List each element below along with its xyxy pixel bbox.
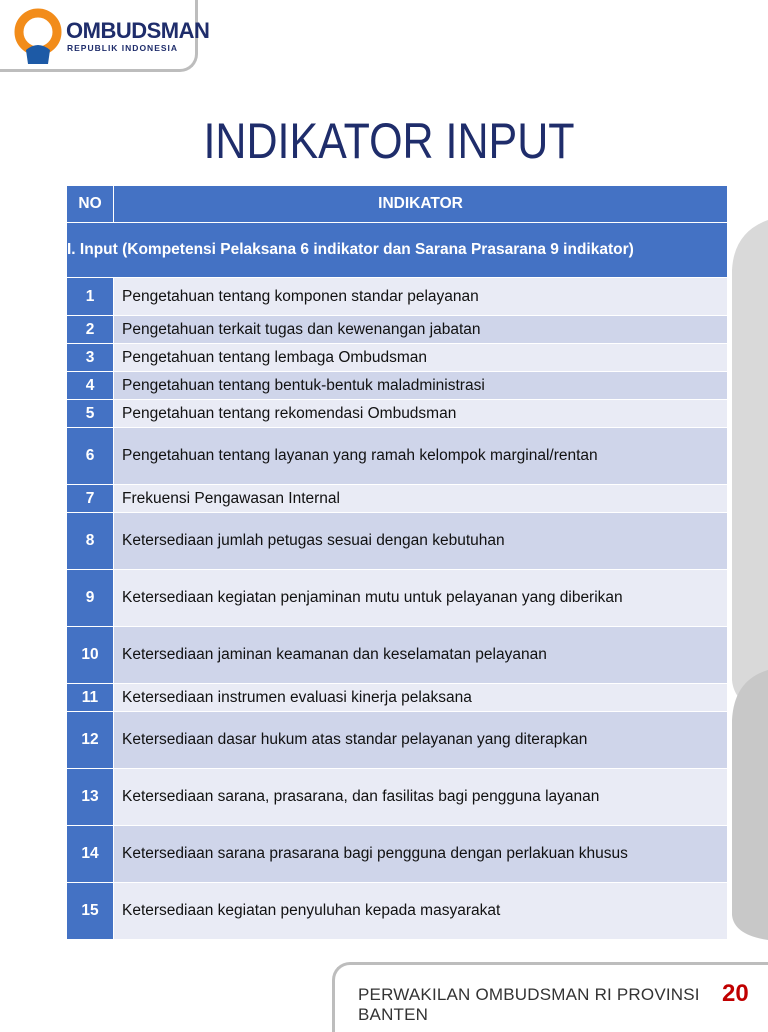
table-row	[67, 826, 728, 883]
row-indicator: Pengetahuan tentang rekomendasi Ombudsman	[114, 400, 728, 428]
row-indicator: Pengetahuan tentang layanan yang ramah kelompok marginal/rentan	[114, 428, 728, 485]
row-number: 13	[67, 769, 114, 826]
row-number: 5	[67, 400, 114, 428]
row-indicator: Pengetahuan tentang lembaga Ombudsman	[114, 344, 728, 372]
row-indicator: Pengetahuan tentang komponen standar pelayanan	[114, 278, 728, 316]
ombudsman-logo-icon	[12, 6, 64, 66]
table-row	[67, 883, 728, 940]
table-row	[67, 712, 728, 769]
table-row	[67, 316, 728, 344]
table-row	[67, 428, 728, 485]
row-indicator: Ketersediaan sarana prasarana bagi pengguna dengan perlakuan khusus	[114, 826, 728, 883]
table-row	[67, 513, 728, 570]
row-indicator: Ketersediaan jumlah petugas sesuai dengan kebutuhan	[114, 513, 728, 570]
row-indicator: Ketersediaan dasar hukum atas standar pelayanan yang diterapkan	[114, 712, 728, 769]
logo-name: OMBUDSMAN	[66, 18, 210, 43]
header-no: NO	[67, 186, 114, 223]
table-row	[67, 400, 728, 428]
row-indicator: Ketersediaan kegiatan penjaminan mutu untuk pelayanan yang diberikan	[114, 570, 728, 627]
row-number: 6	[67, 428, 114, 485]
header-indicator: INDIKATOR	[114, 186, 728, 223]
table-row	[67, 344, 728, 372]
table-row	[67, 684, 728, 712]
table-row	[67, 769, 728, 826]
row-number: 15	[67, 883, 114, 940]
table-row	[67, 485, 728, 513]
row-number: 14	[67, 826, 114, 883]
row-indicator: Ketersediaan jaminan keamanan dan keselamatan pelayanan	[114, 627, 728, 684]
row-indicator: Ketersediaan sarana, prasarana, dan fasilitas bagi pengguna layanan	[114, 769, 728, 826]
table-row	[67, 278, 728, 316]
logo-subtitle: REPUBLIK INDONESIA	[67, 43, 179, 53]
row-number: 8	[67, 513, 114, 570]
row-number: 9	[67, 570, 114, 627]
row-indicator: Frekuensi Pengawasan Internal	[114, 485, 728, 513]
table-row	[67, 570, 728, 627]
row-number: 3	[67, 344, 114, 372]
row-indicator: Ketersediaan instrumen evaluasi kinerja pelaksana	[114, 684, 728, 712]
row-number: 2	[67, 316, 114, 344]
indicator-table	[66, 185, 728, 940]
table-header-row	[67, 186, 728, 223]
row-number: 1	[67, 278, 114, 316]
section-row	[67, 223, 728, 278]
row-indicator: Pengetahuan tentang bentuk-bentuk maladministrasi	[114, 372, 728, 400]
row-number: 12	[67, 712, 114, 769]
row-indicator: Ketersediaan kegiatan penyuluhan kepada masyarakat	[114, 883, 728, 940]
row-number: 4	[67, 372, 114, 400]
row-indicator: Pengetahuan terkait tugas dan kewenangan jabatan	[114, 316, 728, 344]
table-row	[67, 372, 728, 400]
row-number: 11	[67, 684, 114, 712]
footer-text: PERWAKILAN OMBUDSMAN RI PROVINSI BANTEN	[358, 985, 700, 1024]
table-row	[67, 627, 728, 684]
section-title: I. Input (Kompetensi Pelaksana 6 indikator dan Sarana Prasarana 9 indikator)	[67, 223, 728, 278]
page-number: 20	[722, 980, 749, 1007]
decorative-shape	[728, 200, 768, 940]
row-number: 10	[67, 627, 114, 684]
row-number: 7	[67, 485, 114, 513]
page-title: INDIKATOR INPUT	[203, 113, 575, 169]
